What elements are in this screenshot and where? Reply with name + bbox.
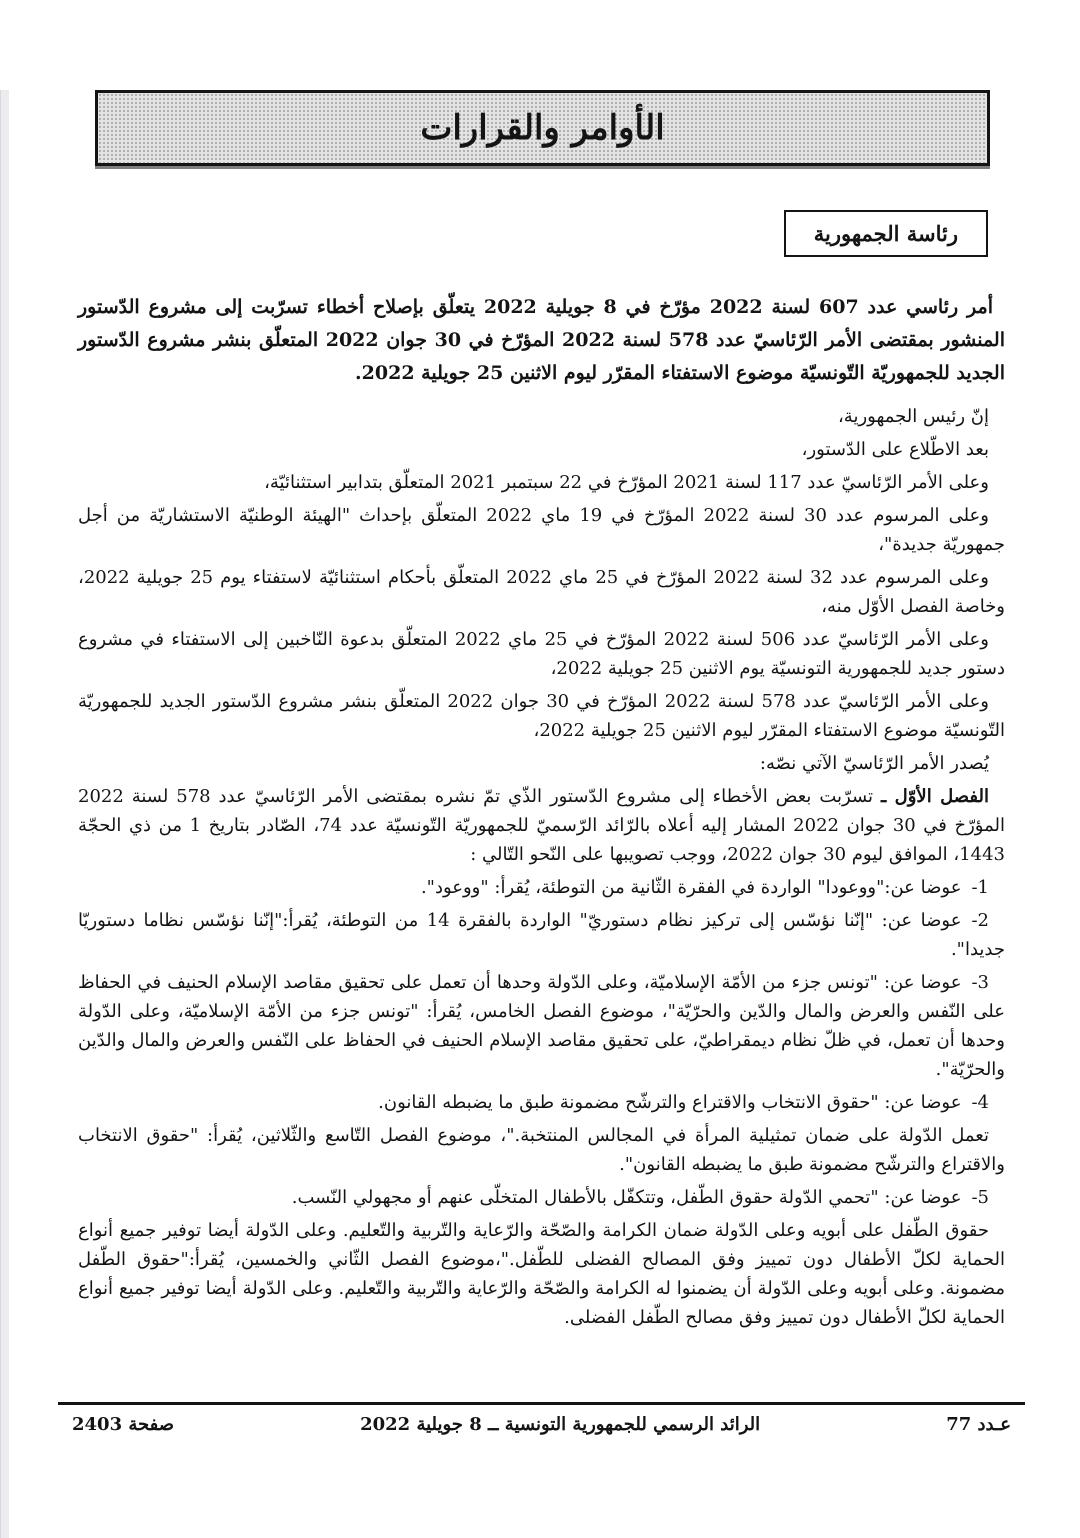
citation-paragraph: وعلى المرسوم عدد 30 لسنة 2022 المؤرّخ في 19 ماي 2022 المتعلّق بإحداث "الهيئة الوطنيّة الاستشاريّة من أجل جمهوريّة جديدة"،: [78, 505, 1005, 555]
presidency-box: رئاسة الجمهورية: [784, 210, 988, 257]
correction-item-4: [78, 1088, 1005, 1117]
citation-paragraph: وعلى الأمر الرّئاسيّ عدد 117 لسنة 2021 المؤرّخ في 22 سبتمبر 2021 المتعلّق بتدابير استثنائيّة،: [264, 472, 989, 493]
item-text: عوضا عن: "تحمي الدّولة حقوق الطّفل، وتتكفّل بالأطفال المتخلّى عنهم أو مجهولي النّسب.: [291, 1187, 962, 1208]
footer-issue-number: عـدد 77: [946, 1414, 1011, 1435]
item-number: 2-: [971, 910, 989, 931]
citation-paragraph: وعلى الأمر الرّئاسيّ عدد 506 لسنة 2022 المؤرّخ في 25 ماي 2022 المتعلّق بدعوة النّاخبين إلى الاستفتاء في مشروع دستور جديد للجمهورية التونسيّة يوم الاثنين 25 جويلية 2022،: [78, 629, 1005, 679]
item-number: 3-: [971, 972, 989, 993]
citation-paragraph: وعلى المرسوم عدد 32 لسنة 2022 المؤرّخ في 25 ماي 2022 المتعلّق بأحكام استثنائيّة لاستفتاء يوم 25 جويلية 2022، وخاصة الفصل الأوّل منه،: [78, 567, 1005, 617]
decree-title: أمر رئاسي عدد 607 لسنة 2022 مؤرّخ في 8 جويلية 2022 يتعلّق بإصلاح أخطاء تسرّبت إلى مشروع الدّستور المنشور بمقتضى الأمر الرّئاسيّ عدد 578 لسنة 2022 المؤرّخ في 30 جوان 2022 المتعلّق بنشر مشروع الدّستور الجديد للجمهوريّة التّونسيّة موضوع الاستفتاء المقرّر ليوم الاثنين 25 جويلية 2022.: [78, 296, 1005, 384]
correction-item-3: [78, 968, 1005, 1084]
item-text: عوضا عن: "تونس جزء من الأمّة الإسلاميّة، وعلى الدّولة وحدها أن تعمل على تحقيق مقاصد الإسلام الحنيف في الحفاظ على النّفس والعرض والمال والدّين والحرّيّة"، موضوع الفصل الخامس، يُقرأ: "تونس جزء من الأمّة الإسلاميّة، وعلى الدّولة وحدها أن تعمل، في ظلّ نظام ديمقراطيّ، على تحقيق مقاصد الإسلام الحنيف في الحفاظ على النّفس والعرض والمال والدّين والحرّيّة".: [78, 972, 1005, 1080]
correction-item-2: [78, 906, 1005, 964]
item-text: عوضا عن: "حقوق الانتخاب والاقتراع والترشّح مضمونة طبق ما يضبطه القانون.: [378, 1092, 962, 1113]
citation-paragraph: وعلى الأمر الرّئاسيّ عدد 578 لسنة 2022 المؤرّخ في 30 جوان 2022 المتعلّق بنشر مشروع الدّستور الجديد للجمهوريّة التّونسيّة موضوع الاستفتاء المقرّر ليوم الاثنين 25 جويلية 2022،: [78, 691, 1005, 741]
correction-item-5-continuation: حقوق الطّفل على أبويه وعلى الدّولة ضمان الكرامة والصّحّة والرّعاية والتّربية والتّعليم. وعلى الدّولة أيضا توفير جميع أنواع الحماية لكلّ الأطفال دون تمييز وفق المصالح الفضلى للطّفل."،موضوع الفصل الثّاني والخمسين، يُقرأ:"حقوق الطّفل مضمونة. وعلى أبويه وعلى الدّولة أن يضمنوا له الكرامة والصّحّة والرّعاية والتّربية والتّعليم. وعلى الدّولة أيضا توفير جميع أنواع الحماية لكلّ الأطفال دون تمييز وفق مصالح الطّفل الفضلى.: [78, 1220, 1005, 1328]
page-footer: [58, 1402, 1025, 1435]
footer-journal-title: الرائد الرسمي للجمهورية التونسية ــ 8 جويلية 2022: [360, 1414, 761, 1435]
issuance-line: يُصدر الأمر الرّئاسيّ الآتي نصّه:: [759, 753, 989, 774]
correction-item-4-continuation: تعمل الدّولة على ضمان تمثيلية المرأة في المجالس المنتخبة."، موضوع الفصل التّاسع والثّلاثين، يُقرأ: "حقوق الانتخاب والاقتراع والترشّح مضمونة طبق ما يضبطه القانون".: [78, 1125, 1005, 1175]
section-row: [0, 210, 988, 257]
article-one-text: تسرّبت بعض الأخطاء إلى مشروع الدّستور الذّي تمّ نشره بمقتضى الأمر الرّئاسيّ عدد 578 لسنة 2022 المؤرّخ في 30 جوان 2022 المشار إليه أعلاه بالرّائد الرّسميّ للجمهوريّة التّونسيّة عدد 74، الصّادر بتاريخ 1 من ذي الحجّة 1443، الموافق ليوم 30 جوان 2022، ووجب تصويبها على النّحو التّالي :: [78, 786, 1005, 865]
item-number: 5-: [971, 1187, 989, 1208]
banner-title: الأوامر والقرارات: [420, 108, 665, 148]
item-number: 4-: [971, 1092, 989, 1113]
preamble-line: بعد الاطّلاع على الدّستور،: [801, 439, 989, 460]
article-one-label: الفصل الأوّل ـ: [880, 786, 989, 807]
article-one-paragraph: [78, 782, 1005, 869]
item-number: 1-: [971, 877, 989, 898]
scan-edge-shadow: [0, 90, 9, 1538]
preamble-line: إنّ رئيس الجمهورية،: [837, 406, 989, 427]
item-text: عوضا عن: "إنّنا نؤسّس إلى تركيز نظام دستوريّ" الواردة بالفقرة 14 من التوطئة، يُقرأ:"إنّنا نؤسّس نظاما دستوريّا جديدا".: [78, 910, 1005, 960]
orders-decisions-banner: [95, 90, 990, 166]
footer-page-number: صفحة 2403: [72, 1414, 175, 1435]
decree-body: [78, 291, 1005, 1332]
correction-item-5: [78, 1183, 1005, 1212]
official-gazette-page: [0, 90, 1080, 1538]
correction-item-1: [78, 873, 1005, 902]
item-text: عوضا عن:"ووعودا" الواردة في الفقرة الثّانية من التوطئة، يُقرأ: "ووعود".: [420, 877, 962, 898]
